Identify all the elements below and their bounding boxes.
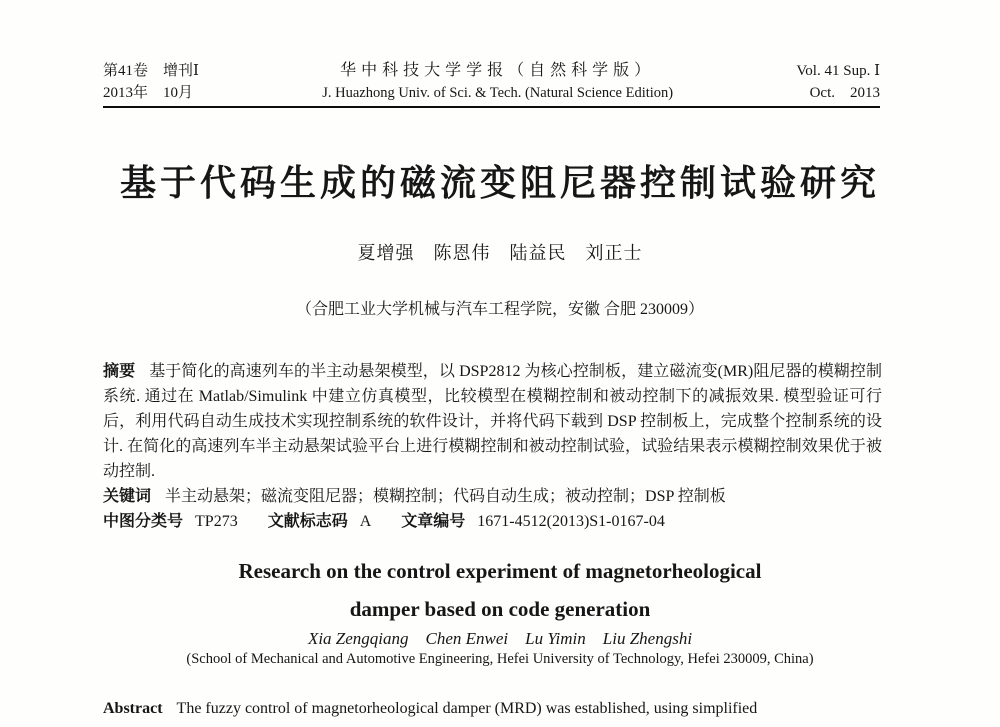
article-title-zh: 基于代码生成的磁流变阻尼器控制试验研究 [119, 162, 880, 203]
authors-zh: 夏增强 陈恩伟 陆益民 刘正士 [357, 243, 643, 263]
keywords-text: 半主动悬架；磁流变阻尼器；模糊控制；代码自动生成；被动控制；DSP 控制板 [165, 488, 726, 505]
journal-title-en: J. Huazhong Univ. of Sci. & Tech. (Natural Science Edition) [322, 85, 674, 101]
doc-code-label: 文献标志码 [267, 513, 348, 530]
header-volume-en: Vol. 41 Sup. Ⅰ [796, 63, 880, 79]
header-divider-rule [103, 106, 880, 108]
abstract-en-paragraph [103, 696, 882, 721]
abstract-text-zh: 基于简化的高速列车的半主动悬架模型，以 DSP2812 为核心控制板，建立磁流变(MR)阻尼器的模糊控制系统. 通过在 Matlab/Simulink 中建立仿真模型，比较模型在模糊控制和被动控制下的减振效果. 模型验证可行后，利用代码自动生成技术实现控制系统的软件设计，并将代码下载到 DSP 控制板上，完成整个控制系统的设计. 在简化的高速列车半主动悬架试验平台上进行模糊控制和被动控制试验，试验结果表示模糊控制效果优于被动控制. [103, 363, 882, 480]
header-date-en: Oct. 2013 [809, 85, 880, 101]
clc-value: TP273 [195, 513, 238, 530]
affiliation-en: (School of Mechanical and Automotive Engineering, Hefei University of Technology, Hefei 230009, China) [186, 651, 814, 667]
classification-line [103, 509, 882, 534]
journal-header [103, 60, 880, 104]
authors-en: Xia Zengqiang Chen Enwei Lu Yimin Liu Zhengshi [307, 629, 693, 648]
abstract-zh-paragraph [103, 359, 882, 484]
header-volume-block-en [796, 60, 880, 104]
header-date-zh: 2013年 10月 [103, 85, 194, 101]
header-volume-zh: 第41卷 增刊Ⅰ [103, 63, 199, 79]
article-title-en [0, 552, 1000, 628]
header-journal-title-block [199, 60, 796, 104]
doc-code-value: A [359, 513, 372, 530]
clc-label: 中图分类号 [103, 513, 184, 530]
abstract-text-en: The fuzzy control of magnetorheological damper (MRD) was established, using simplified [176, 700, 758, 717]
abstract-label-zh: 摘要 [103, 363, 136, 380]
header-volume-block [103, 60, 199, 104]
affiliation-zh: （合肥工业大学机械与汽车工程学院，安徽 合肥 230009） [295, 301, 704, 318]
keywords-label: 关键词 [103, 488, 152, 505]
journal-title-zh: 华中科技大学学报（自然科学版） [340, 62, 656, 79]
article-id-label: 文章编号 [401, 513, 466, 530]
article-title-en-line2: damper based on code generation [349, 597, 651, 621]
abstract-label-en: Abstract [103, 700, 163, 717]
article-id-value: 1671-4512(2013)S1-0167-04 [477, 513, 665, 530]
keywords-line [103, 484, 882, 509]
article-title-en-line1: Research on the control experiment of magnetorheological [238, 559, 762, 583]
